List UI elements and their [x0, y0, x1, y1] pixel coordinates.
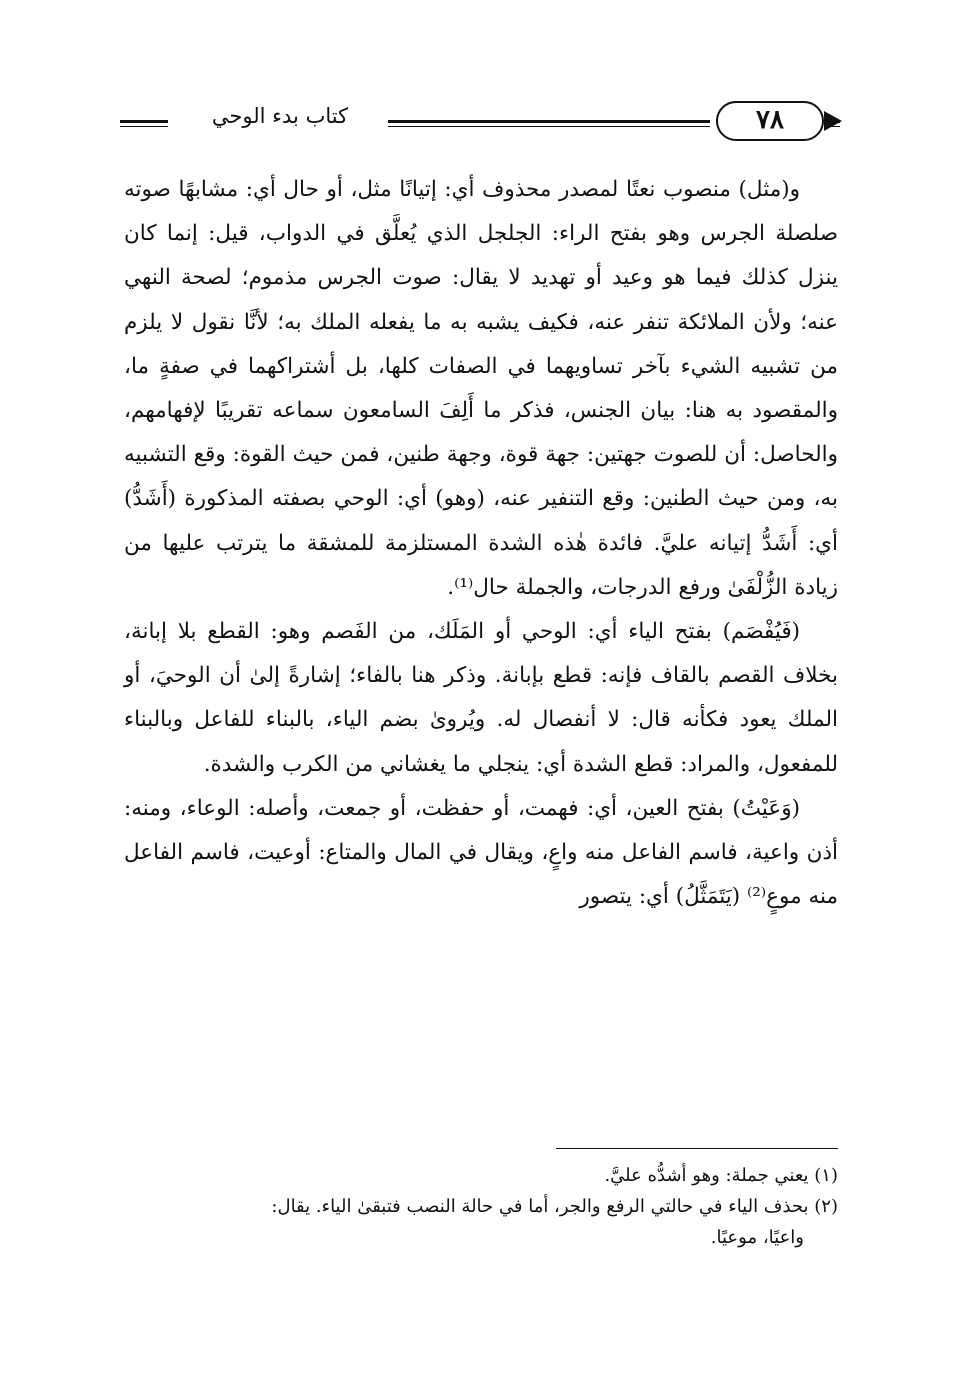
footnote-2-continuation: واعيًا، موعيًا.	[710, 1227, 804, 1248]
page-number-badge: ٧٨	[716, 101, 824, 141]
paragraph: و(مثل) منصوب نعتًا لمصدر محذوف أي: إتيانًا مثل، أو حال أي: مشابهًا صوته صلصلة الجرس وهو بفتح الراء: الجلجل الذي يُعلَّق في الدواب، قيل: إنما كان ينزل كذلك فيما هو وعيد أو تهديد لا يقال: صوت الجرس مذموم؛ لصحة النهي عنه؛ ولأن الملائكة تنفر عنه، فكيف يشبه به ما يفعله الملك به؛ لأنَّا نقول لا يلزم من تشبيه الشيء بآخر تساويهما في الصفات كلها، بل أشتراكهما في صفةٍ ما، والمقصود به هنا: بيان الجنس، فذكر ما أَلِفَ السامعون سماعه تقريبًا لإفهامهم، والحاصل: أن للصوت جهتين: جهة قوة، وجهة طنين، فمن حيث القوة: وقع التشبيه به، ومن حيث الطنين: وقع التنفير عنه، (وهو) أي: الوحي بصفته المذكورة (أَشَدُّ) أي: أَشَدُّ إتيانه عليَّ. فائدة هٰذه الشدة المستلزمة للمشقة ما يترتب عليها من زيادة الزُّلْفَىٰ ورفع الدرجات، والجملة حال⁽¹⁾.	[124, 177, 838, 600]
header-rule-middle-thin	[388, 126, 710, 127]
paragraph: (وَعَيْتُ) بفتح العين، أي: فهمت، أو حفظت، أو جمعت، وأصله: الوعاء، ومنه: أذن واعية، فاسم الفاعل منه واعٍ، ويقال في المال والمتاع: أوعيت، فاسم الفاعل منه موعٍ⁽²⁾ (يَتَمَثَّلُ) أي: يتصور	[124, 795, 838, 910]
header-rule-middle	[388, 120, 710, 123]
footnotes	[124, 1160, 838, 1253]
running-title: كتاب بدء الوحي	[211, 104, 349, 128]
header-rule-left	[120, 120, 168, 123]
paragraph: (فَيُفْصَم) بفتح الياء أي: الوحي أو المَلَك، من الفَصم وهو: القطع بلا إبانة، بخلاف القصم بالقاف فإنه: قطع بإبانة. وذكر هنا بالفاء؛ إشارةً إلىٰ أن الوحيَ، أو الملك يعود فكأنه قال: لا أنفصال له. ويُروىٰ بضم الياء، بالبناء للفاعل وبالبناء للمفعول، والمراد: قطع الشدة أي: ينجلي ما يغشاني من الكرب والشدة.	[124, 619, 838, 777]
header-rule-right	[826, 120, 840, 123]
footnote-separator	[556, 1148, 838, 1149]
header-rule-left-thin	[120, 126, 168, 127]
main-text	[124, 168, 838, 919]
footnote-2: (٢) بحذف الياء في حالتي الرفع والجر، أما في حالة النصب فتبقىٰ الياء. يقال:	[271, 1196, 838, 1217]
page-header	[120, 96, 840, 146]
footnote-1: (١) يعني جملة: وهو أشدُّه عليَّ.	[604, 1165, 838, 1186]
header-rule-right-thin	[826, 126, 840, 127]
